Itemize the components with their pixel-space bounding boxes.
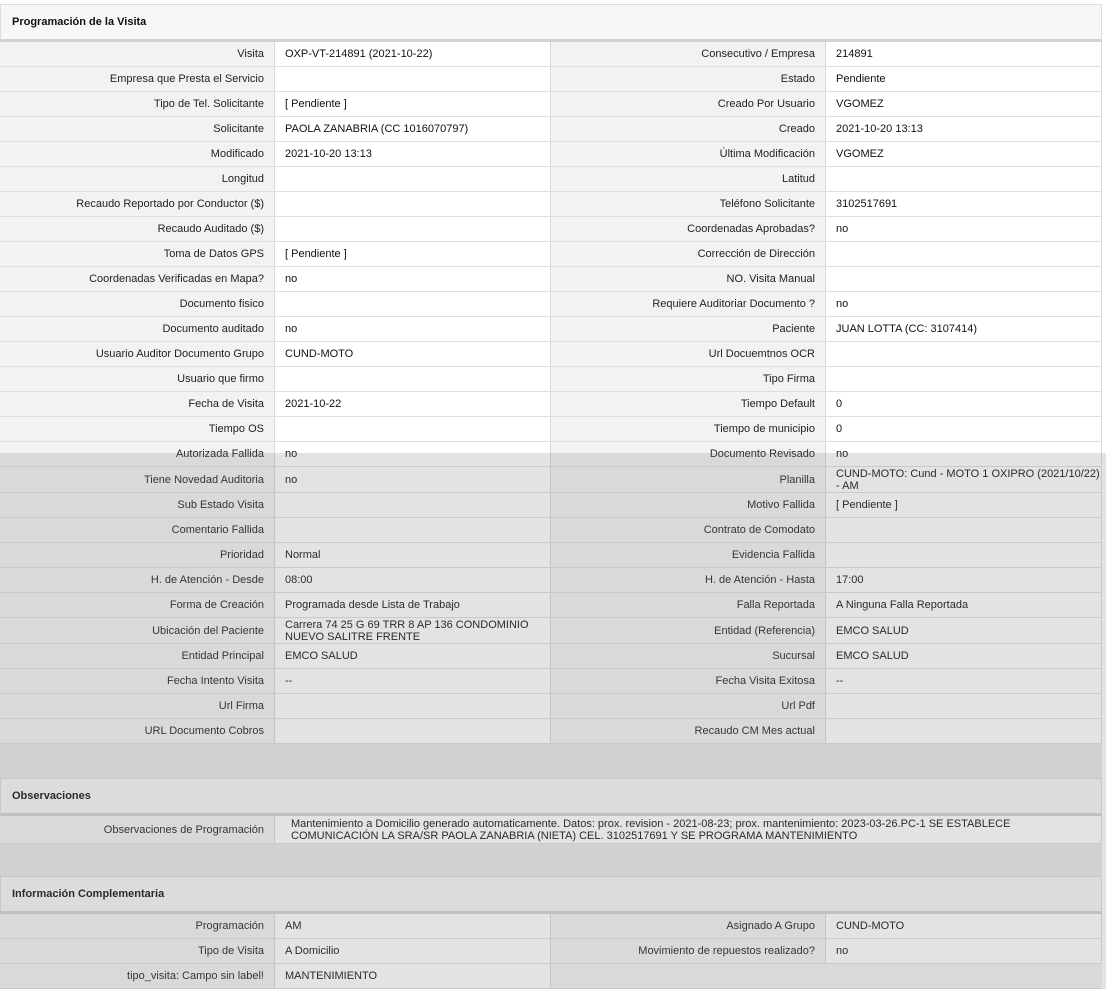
- table-row: [0, 367, 1102, 392]
- field-label: Tipo de Tel. Solicitante: [0, 92, 275, 116]
- table-row: [0, 669, 1102, 694]
- table-row: [0, 67, 1102, 92]
- field-label: Tipo Firma: [551, 367, 826, 391]
- field-value: [ Pendiente ]: [275, 92, 551, 116]
- field-label: Evidencia Fallida: [551, 543, 826, 567]
- field-value: CUND-MOTO: [826, 914, 1102, 938]
- field-value: [826, 242, 1102, 266]
- field-value: [275, 167, 551, 191]
- field-value: [275, 367, 551, 391]
- table-row: [0, 192, 1102, 217]
- field-label: Movimiento de repuestos realizado?: [551, 939, 826, 963]
- table-row: [0, 217, 1102, 242]
- field-value: 0: [826, 417, 1102, 441]
- field-value: [275, 694, 551, 718]
- complementaria-grid: [0, 914, 1102, 989]
- field-label: Paciente: [551, 317, 826, 341]
- field-value: [826, 694, 1102, 718]
- field-value: 2021-10-22: [275, 392, 551, 416]
- field-value: no: [826, 939, 1102, 963]
- field-value: 17:00: [826, 568, 1102, 592]
- field-label: Documento auditado: [0, 317, 275, 341]
- field-value: 214891: [826, 42, 1102, 66]
- field-label: Comentario Fallida: [0, 518, 275, 542]
- section-gap: [0, 844, 1102, 876]
- section-gap: [0, 744, 1102, 778]
- field-value: [ Pendiente ]: [275, 242, 551, 266]
- field-value: Carrera 74 25 G 69 TRR 8 AP 136 CONDOMINIO NUEVO SALITRE FRENTE: [275, 618, 551, 643]
- field-label: Documento fisico: [0, 292, 275, 316]
- table-row: [0, 142, 1102, 167]
- field-label: Prioridad: [0, 543, 275, 567]
- field-label: Modificado: [0, 142, 275, 166]
- field-value: OXP-VT-214891 (2021-10-22): [275, 42, 551, 66]
- field-label: Usuario Auditor Documento Grupo: [0, 342, 275, 366]
- field-value: JUAN LOTTA (CC: 3107414): [826, 317, 1102, 341]
- field-value: A Ninguna Falla Reportada: [826, 593, 1102, 617]
- section-header-observaciones: [0, 778, 1102, 816]
- field-value: [275, 67, 551, 91]
- field-label: Tiempo de municipio: [551, 417, 826, 441]
- section-header-complementaria: [0, 876, 1102, 914]
- field-value: no: [826, 442, 1102, 466]
- field-label: Asignado A Grupo: [551, 914, 826, 938]
- section-title: Programación de la Visita: [12, 16, 147, 28]
- table-row: [0, 242, 1102, 267]
- field-label: Consecutivo / Empresa: [551, 42, 826, 66]
- field-value: CUND-MOTO: Cund - MOTO 1 OXIPRO (2021/10/22) - AM: [826, 467, 1102, 492]
- field-label: Planilla: [551, 467, 826, 492]
- section-header-programacion: [0, 4, 1102, 42]
- section-title: Información Complementaria: [12, 888, 165, 900]
- field-value: [ Pendiente ]: [826, 493, 1102, 517]
- field-value: 2021-10-20 13:13: [275, 142, 551, 166]
- table-row: [0, 914, 1102, 939]
- table-row: [0, 493, 1102, 518]
- field-label: Tiene Novedad Auditoria: [0, 467, 275, 492]
- field-value: [826, 167, 1102, 191]
- table-row: [0, 42, 1102, 67]
- field-value: EMCO SALUD: [826, 618, 1102, 643]
- field-value: --: [275, 669, 551, 693]
- table-row: [0, 92, 1102, 117]
- field-value: [826, 267, 1102, 291]
- field-label: Programación: [0, 914, 275, 938]
- field-value: MANTENIMIENTO: [275, 964, 551, 988]
- field-label: Fecha de Visita: [0, 392, 275, 416]
- programacion-grid: [0, 42, 1102, 744]
- table-row: [0, 694, 1102, 719]
- field-value: [826, 543, 1102, 567]
- field-label: Motivo Fallida: [551, 493, 826, 517]
- table-row: [0, 964, 1102, 989]
- field-value: [826, 342, 1102, 366]
- field-value: [275, 493, 551, 517]
- field-label: Contrato de Comodato: [551, 518, 826, 542]
- field-value: --: [826, 669, 1102, 693]
- field-label: Recaudo CM Mes actual: [551, 719, 826, 743]
- field-label: Teléfono Solicitante: [551, 192, 826, 216]
- field-value: VGOMEZ: [826, 92, 1102, 116]
- field-label: Sucursal: [551, 644, 826, 668]
- table-row: [0, 719, 1102, 744]
- field-label: Estado: [551, 67, 826, 91]
- field-label: Fecha Intento Visita: [0, 669, 275, 693]
- observaciones-grid: [0, 816, 1102, 844]
- field-value: Pendiente: [826, 67, 1102, 91]
- field-label: Tiempo Default: [551, 392, 826, 416]
- field-value: EMCO SALUD: [826, 644, 1102, 668]
- field-value: A Domicilio: [275, 939, 551, 963]
- field-value: Normal: [275, 543, 551, 567]
- field-label: Solicitante: [0, 117, 275, 141]
- field-value: Mantenimiento a Domicilio generado automaticamente. Datos: prox. revision - 2021-08-23; prox. mantenimiento: 2023-03-26.PC-1 SE ESTABLECE COMUNICACIÓN LA SRA/SR PAOLA ZANABRIA (NIETA) CEL. 3102517691 Y SE PROGRAMA MANTENIMIENTO: [275, 816, 1102, 843]
- field-value: [275, 417, 551, 441]
- table-row: [0, 593, 1102, 618]
- field-label: H. de Atención - Desde: [0, 568, 275, 592]
- field-label: Visita: [0, 42, 275, 66]
- table-row: [0, 618, 1102, 644]
- field-label: Tiempo OS: [0, 417, 275, 441]
- field-label: Entidad (Referencia): [551, 618, 826, 643]
- table-row: [0, 292, 1102, 317]
- field-value: no: [826, 217, 1102, 241]
- field-value: no: [275, 317, 551, 341]
- field-value: [275, 292, 551, 316]
- field-label: Recaudo Reportado por Conductor ($): [0, 192, 275, 216]
- field-label: Coordenadas Verificadas en Mapa?: [0, 267, 275, 291]
- field-value: VGOMEZ: [826, 142, 1102, 166]
- table-row: [0, 543, 1102, 568]
- field-label: Longitud: [0, 167, 275, 191]
- field-value: 2021-10-20 13:13: [826, 117, 1102, 141]
- field-value: no: [275, 267, 551, 291]
- table-row: [0, 816, 1102, 844]
- field-value: EMCO SALUD: [275, 644, 551, 668]
- table-row: [0, 117, 1102, 142]
- field-label: H. de Atención - Hasta: [551, 568, 826, 592]
- field-value: [275, 719, 551, 743]
- field-label: Empresa que Presta el Servicio: [0, 67, 275, 91]
- field-value: [275, 192, 551, 216]
- field-label: Url Firma: [0, 694, 275, 718]
- field-label: Url Docuemtnos OCR: [551, 342, 826, 366]
- field-label: tipo_visita: Campo sin label!: [0, 964, 275, 988]
- field-value: 08:00: [275, 568, 551, 592]
- field-value: 0: [826, 392, 1102, 416]
- field-label: Sub Estado Visita: [0, 493, 275, 517]
- table-row: [0, 417, 1102, 442]
- field-label: Forma de Creación: [0, 593, 275, 617]
- field-label: Observaciones de Programación: [0, 816, 275, 843]
- table-row: [0, 518, 1102, 543]
- field-label: Fecha Visita Exitosa: [551, 669, 826, 693]
- section-title: Observaciones: [12, 790, 91, 802]
- field-label: Última Modificación: [551, 142, 826, 166]
- field-value: CUND-MOTO: [275, 342, 551, 366]
- field-value: PAOLA ZANABRIA (CC 1016070797): [275, 117, 551, 141]
- field-value: [826, 719, 1102, 743]
- field-label: Falla Reportada: [551, 593, 826, 617]
- field-label: Ubicación del Paciente: [0, 618, 275, 643]
- field-label: Usuario que firmo: [0, 367, 275, 391]
- field-label: Autorizada Fallida: [0, 442, 275, 466]
- field-value: [826, 367, 1102, 391]
- table-row: [0, 644, 1102, 669]
- field-value: no: [275, 442, 551, 466]
- field-value: no: [826, 292, 1102, 316]
- table-row: [0, 267, 1102, 292]
- field-label: Toma de Datos GPS: [0, 242, 275, 266]
- field-label: URL Documento Cobros: [0, 719, 275, 743]
- field-label: Creado Por Usuario: [551, 92, 826, 116]
- table-row: [0, 939, 1102, 964]
- field-value: [275, 217, 551, 241]
- field-label: Recaudo Auditado ($): [0, 217, 275, 241]
- table-row: [0, 392, 1102, 417]
- field-value: Programada desde Lista de Trabajo: [275, 593, 551, 617]
- field-value: [826, 518, 1102, 542]
- field-label: Entidad Principal: [0, 644, 275, 668]
- field-value: [275, 518, 551, 542]
- table-row: [0, 442, 1102, 467]
- field-value: no: [275, 467, 551, 492]
- field-value: AM: [275, 914, 551, 938]
- table-row: [0, 167, 1102, 192]
- table-row: [0, 568, 1102, 593]
- field-value: 3102517691: [826, 192, 1102, 216]
- table-row: [0, 317, 1102, 342]
- field-label: Creado: [551, 117, 826, 141]
- empty-cell: [551, 964, 1102, 988]
- table-row: [0, 467, 1102, 493]
- field-label: Tipo de Visita: [0, 939, 275, 963]
- field-label: Documento Revisado: [551, 442, 826, 466]
- field-label: Requiere Auditoriar Documento ?: [551, 292, 826, 316]
- field-label: Corrección de Dirección: [551, 242, 826, 266]
- field-label: NO. Visita Manual: [551, 267, 826, 291]
- field-label: Coordenadas Aprobadas?: [551, 217, 826, 241]
- field-label: Url Pdf: [551, 694, 826, 718]
- field-label: Latitud: [551, 167, 826, 191]
- table-row: [0, 342, 1102, 367]
